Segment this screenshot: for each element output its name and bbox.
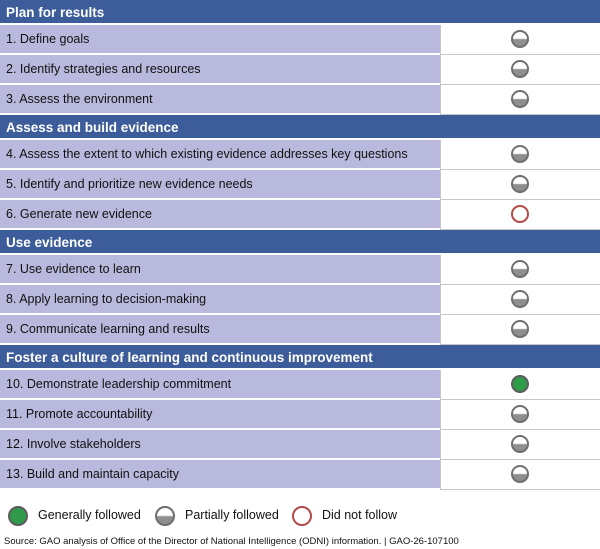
status-cell [440,25,600,55]
generally-followed-icon [511,375,529,393]
table-row [0,55,600,85]
status-cell [440,460,600,490]
partially-followed-icon [155,506,175,526]
partially-followed-icon [511,405,529,423]
did-not-follow-icon [292,506,312,526]
source-note: Source: GAO analysis of Office of the Director of National Intelligence (ODNI) information. | GAO-26-107100 [4,536,459,547]
row-label: 6. Generate new evidence [0,200,440,230]
status-cell [440,170,600,200]
section-header-plan: Plan for results [0,0,600,25]
table-row [0,400,600,430]
table-row [0,285,600,315]
table-row [0,140,600,170]
legend-label: Partially followed [185,508,279,522]
row-label: 11. Promote accountability [0,400,440,430]
partially-followed-icon [511,465,529,483]
row-label: 2. Identify strategies and resources [0,55,440,85]
section-header-use: Use evidence [0,230,600,255]
row-label: 8. Apply learning to decision-making [0,285,440,315]
did-not-follow-icon [511,205,529,223]
table-row [0,315,600,345]
status-cell [440,255,600,285]
section-header-foster: Foster a culture of learning and continuous improvement [0,345,600,370]
status-cell [440,370,600,400]
row-label: 12. Involve stakeholders [0,430,440,460]
table-row [0,85,600,115]
row-label: 4. Assess the extent to which existing evidence addresses key questions [0,140,440,170]
row-label: 7. Use evidence to learn [0,255,440,285]
legend-label: Did not follow [322,508,398,522]
partially-followed-icon [511,175,529,193]
table-row [0,370,600,400]
status-cell [440,200,600,230]
partially-followed-icon [511,60,529,78]
table-row [0,430,600,460]
legend [0,503,600,529]
status-cell [440,285,600,315]
legend-label: Generally followed [38,508,141,522]
status-cell [440,140,600,170]
status-cell [440,315,600,345]
table-row [0,170,600,200]
row-label: 13. Build and maintain capacity [0,460,440,490]
row-label: 9. Communicate learning and results [0,315,440,345]
table-row [0,25,600,55]
partially-followed-icon [511,30,529,48]
partially-followed-icon [511,260,529,278]
row-label: 1. Define goals [0,25,440,55]
row-label: 5. Identify and prioritize new evidence needs [0,170,440,200]
partially-followed-icon [511,435,529,453]
table-row [0,255,600,285]
partially-followed-icon [511,320,529,338]
partially-followed-icon [511,145,529,163]
partially-followed-icon [511,290,529,308]
table-row [0,460,600,490]
generally-followed-icon [8,506,28,526]
partially-followed-icon [511,90,529,108]
row-label: 10. Demonstrate leadership commitment [0,370,440,400]
row-label: 3. Assess the environment [0,85,440,115]
section-header-assess: Assess and build evidence [0,115,600,140]
table-row [0,200,600,230]
status-cell [440,430,600,460]
status-cell [440,55,600,85]
status-cell [440,85,600,115]
status-cell [440,400,600,430]
